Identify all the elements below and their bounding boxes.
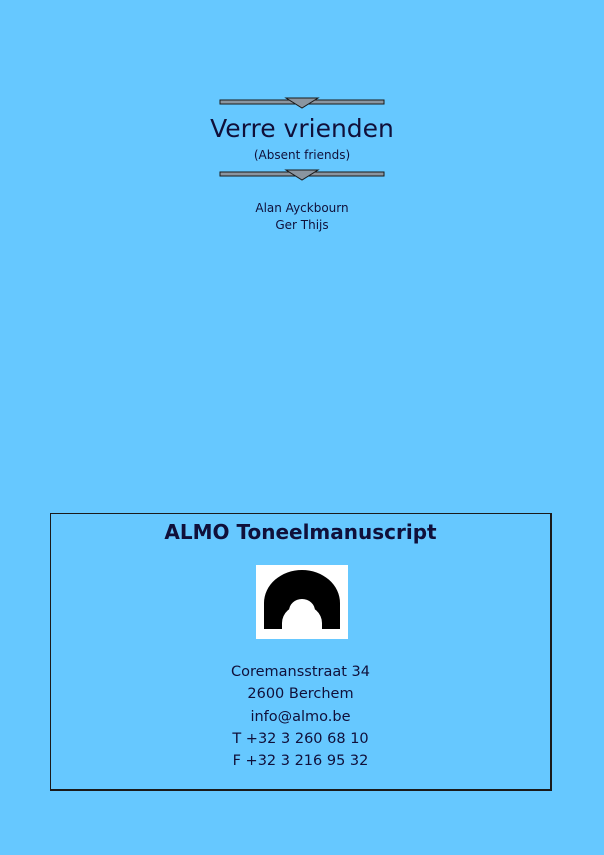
publisher-name: ALMO Toneelmanuscript bbox=[164, 520, 437, 544]
author-name: Alan Ayckbourn bbox=[255, 201, 349, 215]
address-street: Coremansstraat 34 bbox=[230, 664, 371, 680]
publisher-box bbox=[50, 513, 552, 791]
address-phone: T +32 3 260 68 10 bbox=[232, 730, 369, 747]
title-ornament-bottom bbox=[219, 169, 385, 181]
address-city: 2600 Berchem bbox=[247, 686, 354, 703]
address-email: info@almo.be bbox=[250, 708, 351, 725]
authors bbox=[0, 200, 604, 234]
almo-logo-icon bbox=[256, 565, 348, 639]
publisher-address bbox=[51, 661, 550, 772]
play-title: Verre vrienden bbox=[210, 114, 394, 143]
address-fax: F +32 3 216 95 32 bbox=[232, 753, 369, 770]
translator-name: Ger Thijs bbox=[275, 218, 329, 232]
play-subtitle: (Absent friends) bbox=[253, 148, 351, 162]
title-ornament-top bbox=[219, 97, 385, 109]
